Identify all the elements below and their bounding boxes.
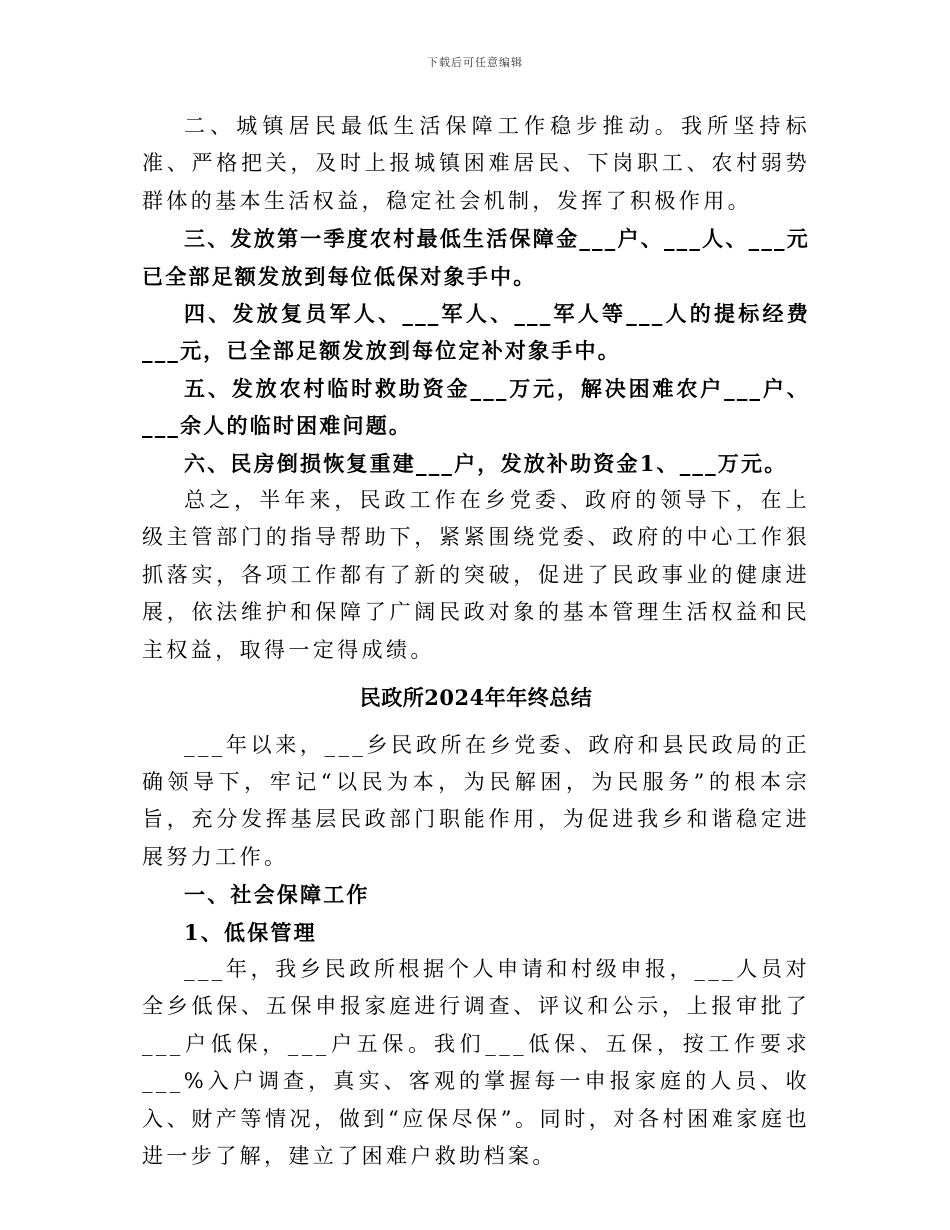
paragraph-urban-subsidy: 二、城镇居民最低生活保障工作稳步推动。我所坚持标准、严格把关，及时上报城镇困难居民、下岗职工、农村弱势群体的基本生活权益，稳定社会机制，发挥了积极作用。 [142, 114, 810, 213]
paragraph-temporary-relief: 五、发放农村临时救助资金___万元，解决困难农户___户、___余人的临时困难问题。 [142, 375, 810, 439]
paragraph-intro: ___年以来，___乡民政所在乡党委、政府和县民政局的正确领导下，牢记“以民为本，为民解困，为民服务”的根本宗旨，充分发挥基层民政部门职能作用，为促进我乡和谐稳定进展努力工作。 [142, 732, 810, 869]
paragraph-minimum-living-management: ___年，我乡民政所根据个人申请和村级申报，___人员对全乡低保、五保申报家庭进行调查、评议和公示，上报审批了___户低保，___户五保。我们___低保、五保，按工作要求___%入户调查，真实、客观的掌握每一申报家庭的人员、收入、财产等情况，做到“应保尽保”。同时，对各村困难家庭也进一步了解，建立了困难户救助档案。 [142, 956, 810, 1168]
paragraph-rural-subsidy: 三、发放第一季度农村最低生活保障金___户、___人、___元已全部足额发放到每位低保对象手中。 [142, 226, 810, 289]
paragraph-summary: 总之，半年来，民政工作在乡党委、政府的领导下，在上级主管部门的指导帮助下，紧紧围绕党委、政府的中心工作狠抓落实，各项工作都有了新的突破，促进了民政事业的健康进展，依法维护和保障了广阔民政对象的基本管理生活权益和民主权益，取得一定得成绩。 [142, 488, 810, 662]
paragraph-veteran-funds: 四、发放复员军人、___军人、___军人等___人的提标经费___元，已全部足额发放到每位定补对象手中。 [142, 301, 810, 364]
document-title: 民政所2024年年终总结 [359, 685, 593, 711]
subsection-heading-minimum-living: 1、低保管理 [184, 919, 317, 945]
section-heading-social-security: 一、社会保障工作 [184, 882, 370, 908]
page-header-note: 下载后可任意编辑 [427, 56, 523, 69]
document-body [142, 108, 810, 1175]
paragraph-housing-rebuild: 六、民房倒损恢复重建___户，发放补助资金1、___万元。 [184, 450, 788, 476]
